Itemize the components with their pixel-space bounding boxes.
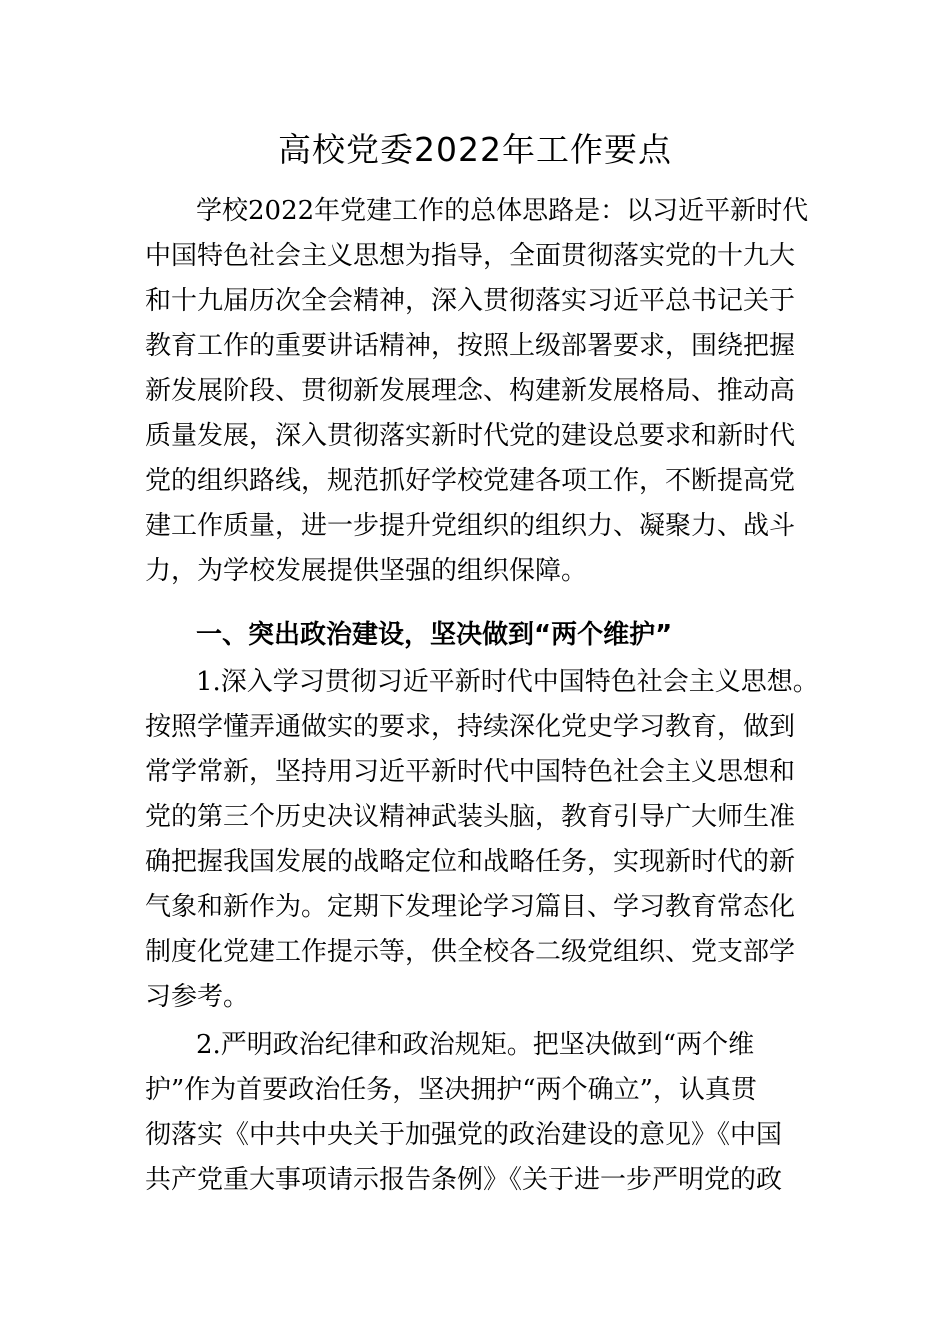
item1-line-5: 确把握我国发展的战略定位和战略任务，实现新时代的新 (145, 847, 796, 877)
section-1-heading: 一、突出政治建设，坚决做到“两个维护” (196, 620, 673, 650)
item2-line-1: 2.严明政治纪律和政治规矩。把坚决做到“两个维 (196, 1030, 755, 1060)
item1-line-8: 习参考。 (145, 982, 250, 1012)
intro-line-1: 学校2022年党建工作的总体思路是：以习近平新时代 (196, 196, 809, 226)
item1-line-4: 党的第三个历史决议精神武装头脑，教育引导广大师生准 (145, 802, 796, 832)
item2-line-4: 共产党重大事项请示报告条例》《关于进一步严明党的政 (145, 1165, 783, 1195)
item2-line-3: 彻落实《中共中央关于加强党的政治建设的意见》《中国 (145, 1120, 783, 1150)
item1-line-1: 1.深入学习贯彻习近平新时代中国特色社会主义思想。 (196, 667, 819, 697)
intro-line-7: 党的组织路线，规范抓好学校党建各项工作，不断提高党 (145, 466, 796, 496)
intro-line-3: 和十九届历次全会精神，深入贯彻落实习近平总书记关于 (145, 286, 796, 316)
intro-line-6: 质量发展，深入贯彻落实新时代党的建设总要求和新时代 (145, 421, 796, 451)
intro-line-2: 中国特色社会主义思想为指导，全面贯彻落实党的十九大 (145, 241, 796, 271)
document-title: 高校党委2022年工作要点 (278, 130, 672, 169)
intro-line-4: 教育工作的重要讲话精神，按照上级部署要求，围绕把握 (145, 331, 796, 361)
item1-line-2: 按照学懂弄通做实的要求，持续深化党史学习教育，做到 (145, 712, 796, 742)
item1-line-3: 常学常新，坚持用习近平新时代中国特色社会主义思想和 (145, 757, 796, 787)
intro-line-8: 建工作质量，进一步提升党组织的组织力、凝聚力、战斗 (145, 511, 796, 541)
item1-line-7: 制度化党建工作提示等，供全校各二级党组织、党支部学 (145, 937, 796, 967)
item2-line-2: 护”作为首要政治任务，坚决拥护“两个确立”，认真贯 (145, 1075, 757, 1105)
item1-line-6: 气象和新作为。定期下发理论学习篇目、学习教育常态化 (145, 892, 796, 922)
intro-line-5: 新发展阶段、贯彻新发展理念、构建新发展格局、推动高 (145, 376, 796, 406)
intro-line-9: 力，为学校发展提供坚强的组织保障。 (145, 556, 588, 586)
